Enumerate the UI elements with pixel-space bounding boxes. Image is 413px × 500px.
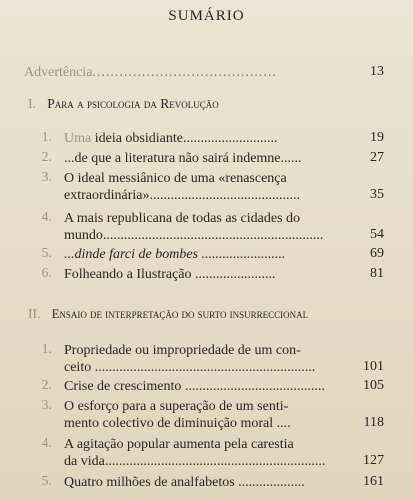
section-numeral: II. [28, 306, 41, 321]
toc-entry-advertencia [24, 64, 277, 81]
section-title: Para a psicologia da Revolução [47, 96, 219, 111]
item-number: 3. [41, 170, 52, 185]
entry-text-continued: da vida............................................................... [64, 454, 326, 469]
toc-entry: Uma ideia obsidiante........................... [64, 131, 278, 146]
entry-text-continued: mundo............................................................... [64, 228, 324, 243]
page-title: SUMÁRIO [168, 8, 245, 24]
entry-page-number: 35 [370, 187, 384, 202]
item-number: 4. [41, 436, 52, 451]
entry-text: ...dinde farci de bombes ........................ [64, 247, 286, 262]
entry-page-number: 69 [370, 246, 384, 261]
item-number: 1. [41, 130, 52, 145]
entry-page-number: 105 [363, 378, 384, 393]
entry-page-number: 19 [370, 130, 384, 145]
entry-page-number: 27 [370, 150, 384, 165]
entry-text: ...de que a literatura não sairá indemne...... [64, 151, 302, 166]
item-number: 6. [41, 266, 52, 281]
item-number: 3. [41, 398, 52, 413]
entry-text-continued: mento colectivo de diminuição moral .... [64, 416, 291, 431]
entry-text: Folheando a Ilustração ....................... [64, 267, 276, 282]
item-number: 5. [41, 474, 52, 489]
entry-text-continued: ceito ............................................................... [64, 360, 316, 375]
item-number: 4. [41, 210, 52, 225]
entry-page-number: 81 [370, 266, 384, 281]
entry-page-number: 54 [370, 227, 384, 242]
entry-text: O ideal messiânico de uma «renascença [64, 171, 287, 186]
entry-label: Advertência [24, 65, 93, 80]
entry-page-number: 127 [363, 453, 384, 468]
entry-dots: ......................................... [92, 65, 277, 80]
entry-text-continued: extraordinária»........................................... [64, 188, 301, 203]
entry-text: Propriedade ou impropriedade de um con- [64, 343, 301, 358]
entry-page-number: 161 [363, 474, 384, 489]
entry-page-number: 101 [363, 359, 384, 374]
item-number: 1. [41, 342, 52, 357]
entry-text: A mais republicana de todas as cidades do [64, 211, 300, 226]
item-number: 2. [41, 150, 52, 165]
entry-text: Crise de crescimento ........................................ [64, 379, 325, 394]
entry-page-number: 13 [370, 64, 384, 79]
section-title: Ensaio de interpretação do surto insurreccional [51, 307, 309, 321]
entry-text: Quatro milhões de analfabetos ................... [64, 475, 305, 490]
section-numeral: I. [28, 96, 36, 111]
entry-text: O esforço para a superação de um senti- [64, 399, 289, 414]
entry-text: A agitação popular aumenta pela carestia [64, 437, 294, 452]
section-heading-part1 [28, 96, 219, 112]
entry-page-number: 118 [363, 415, 384, 430]
section-heading-part2 [28, 306, 308, 322]
item-number: 2. [41, 378, 52, 393]
item-number: 5. [41, 246, 52, 261]
